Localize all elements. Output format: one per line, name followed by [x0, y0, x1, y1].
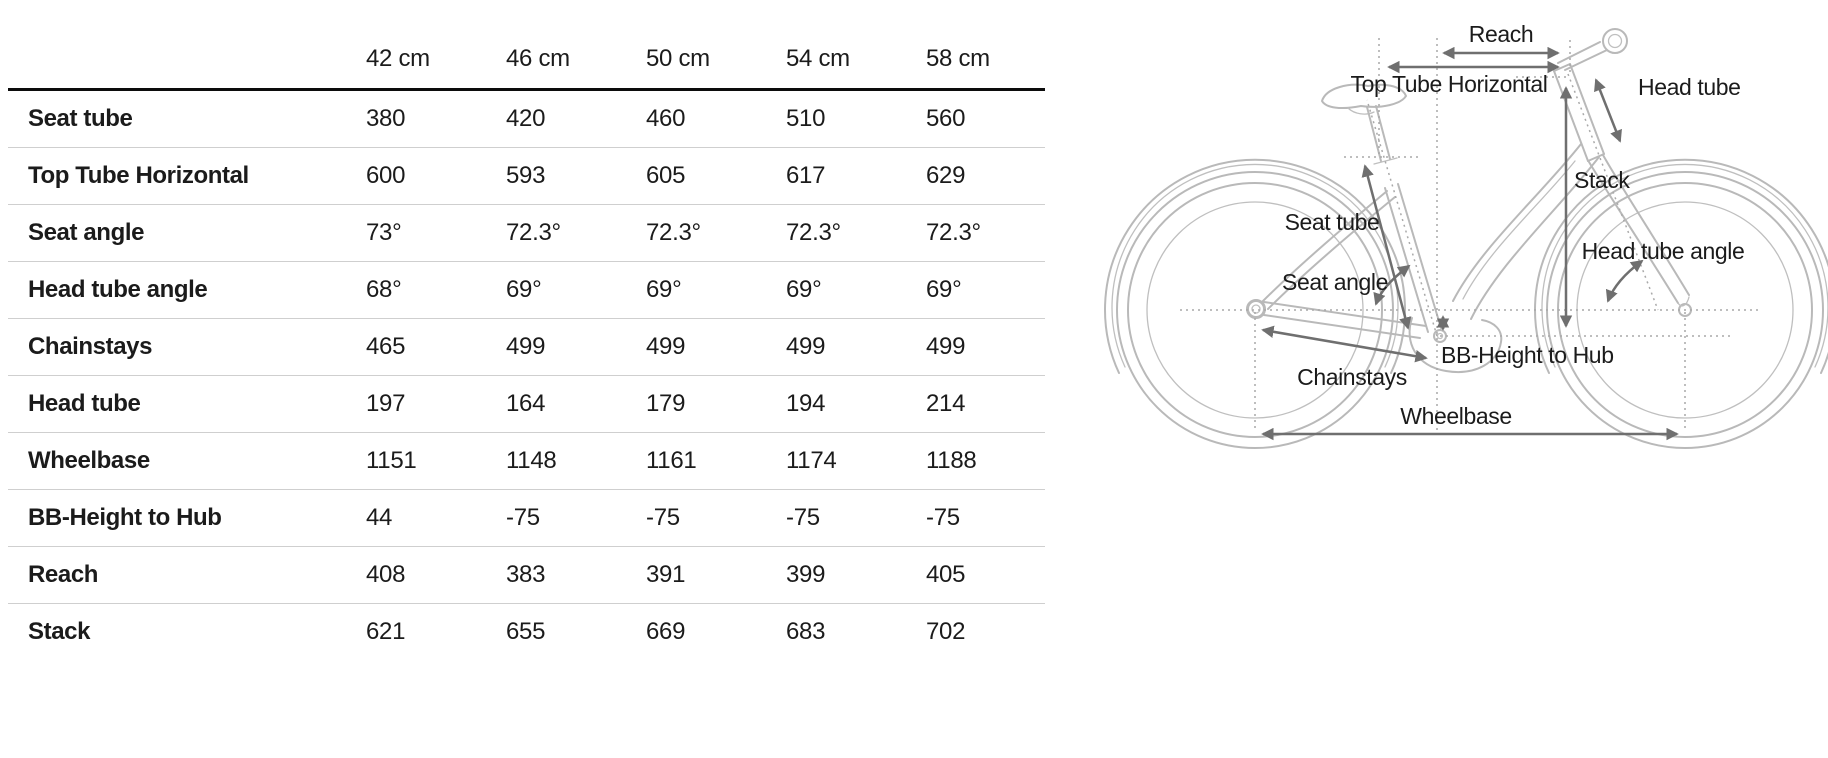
- column-header: 46 cm: [506, 45, 570, 72]
- bike-geometry-diagram: [1090, 0, 1828, 460]
- row-value: 383: [506, 561, 546, 588]
- row-value: -75: [786, 504, 820, 531]
- row-value: 69°: [646, 276, 682, 303]
- row-value: 72.3°: [506, 219, 561, 246]
- row-value: 499: [506, 333, 546, 360]
- table-row: [8, 376, 1045, 433]
- table-row: [8, 604, 1045, 660]
- geometry-table: [8, 30, 1045, 660]
- row-value: 214: [926, 390, 966, 417]
- table-row: [8, 205, 1045, 262]
- row-value: 460: [646, 105, 686, 132]
- row-value: 1161: [646, 447, 697, 474]
- row-value: 655: [506, 618, 546, 645]
- row-value: 391: [646, 561, 686, 588]
- row-value: 408: [366, 561, 406, 588]
- row-value: 465: [366, 333, 406, 360]
- row-value: 600: [366, 162, 406, 189]
- table-row: [8, 262, 1045, 319]
- row-value: 72.3°: [646, 219, 701, 246]
- row-value: 629: [926, 162, 966, 189]
- stack-label: Stack: [1574, 167, 1630, 193]
- top-tube-horizontal-label: Top Tube Horizontal: [1350, 71, 1548, 97]
- row-value: 380: [366, 105, 406, 132]
- row-value: 499: [786, 333, 826, 360]
- row-label: BB-Height to Hub: [28, 504, 222, 531]
- table-header-row: [8, 30, 1045, 91]
- front-wheel: [1535, 160, 1828, 448]
- row-value: 1148: [506, 447, 557, 474]
- reach-label: Reach: [1468, 21, 1534, 47]
- row-value: 69°: [786, 276, 822, 303]
- column-header: 54 cm: [786, 45, 850, 72]
- row-value: 44: [366, 504, 393, 531]
- row-value: -75: [646, 504, 680, 531]
- row-label: Chainstays: [28, 333, 153, 360]
- seat-tube-label: Seat tube: [1284, 209, 1380, 235]
- row-value: 73°: [366, 219, 402, 246]
- row-label: Stack: [28, 618, 91, 645]
- diagram-labels: [1282, 21, 1744, 429]
- row-label: Head tube: [28, 390, 141, 417]
- row-value: 560: [926, 105, 966, 132]
- row-value: 420: [506, 105, 546, 132]
- row-value: 399: [786, 561, 826, 588]
- row-value: 702: [926, 618, 966, 645]
- row-value: 197: [366, 390, 406, 417]
- head-tube-angle-arc: [1608, 261, 1642, 301]
- table-row: [8, 433, 1045, 490]
- table-row: [8, 91, 1045, 148]
- column-header: 58 cm: [926, 45, 990, 72]
- row-label: Seat tube: [28, 105, 133, 132]
- column-header: 42 cm: [366, 45, 430, 72]
- row-label: Wheelbase: [28, 447, 150, 474]
- row-value: -75: [506, 504, 540, 531]
- chainstays-label: Chainstays: [1297, 364, 1407, 390]
- row-value: 1151: [366, 447, 417, 474]
- row-label: Seat angle: [28, 219, 145, 246]
- seat-angle-label: Seat angle: [1282, 269, 1388, 295]
- row-value: 669: [646, 618, 686, 645]
- row-value: 617: [786, 162, 826, 189]
- row-label: Reach: [28, 561, 99, 588]
- row-value: 499: [926, 333, 966, 360]
- geometry-table-body: [8, 91, 1045, 660]
- bb-height-to-hub-label: BB-Height to Hub: [1441, 342, 1614, 368]
- column-header: 50 cm: [646, 45, 710, 72]
- row-value: 68°: [366, 276, 402, 303]
- row-label: Head tube angle: [28, 276, 208, 303]
- row-value: 1174: [786, 447, 837, 474]
- table-row: [8, 490, 1045, 547]
- rear-wheel: [1105, 160, 1405, 448]
- row-label: Top Tube Horizontal: [28, 162, 249, 189]
- row-value: 69°: [506, 276, 542, 303]
- row-value: 593: [506, 162, 546, 189]
- row-value: 405: [926, 561, 966, 588]
- table-row: [8, 547, 1045, 604]
- row-value: 621: [366, 618, 406, 645]
- wheelbase-label: Wheelbase: [1400, 403, 1512, 429]
- row-value: 72.3°: [926, 219, 981, 246]
- row-value: 72.3°: [786, 219, 841, 246]
- row-value: 499: [646, 333, 686, 360]
- row-value: 1188: [926, 447, 977, 474]
- row-value: 510: [786, 105, 826, 132]
- row-value: 69°: [926, 276, 962, 303]
- head-tube-arrow: [1596, 80, 1620, 141]
- row-value: 194: [786, 390, 826, 417]
- row-value: 683: [786, 618, 826, 645]
- table-row: [8, 148, 1045, 205]
- table-row: [8, 319, 1045, 376]
- row-value: 164: [506, 390, 546, 417]
- head-tube-angle-label: Head tube angle: [1581, 238, 1745, 264]
- row-value: 605: [646, 162, 686, 189]
- row-value: -75: [926, 504, 960, 531]
- row-value: 179: [646, 390, 686, 417]
- head-tube-label: Head tube: [1638, 74, 1741, 100]
